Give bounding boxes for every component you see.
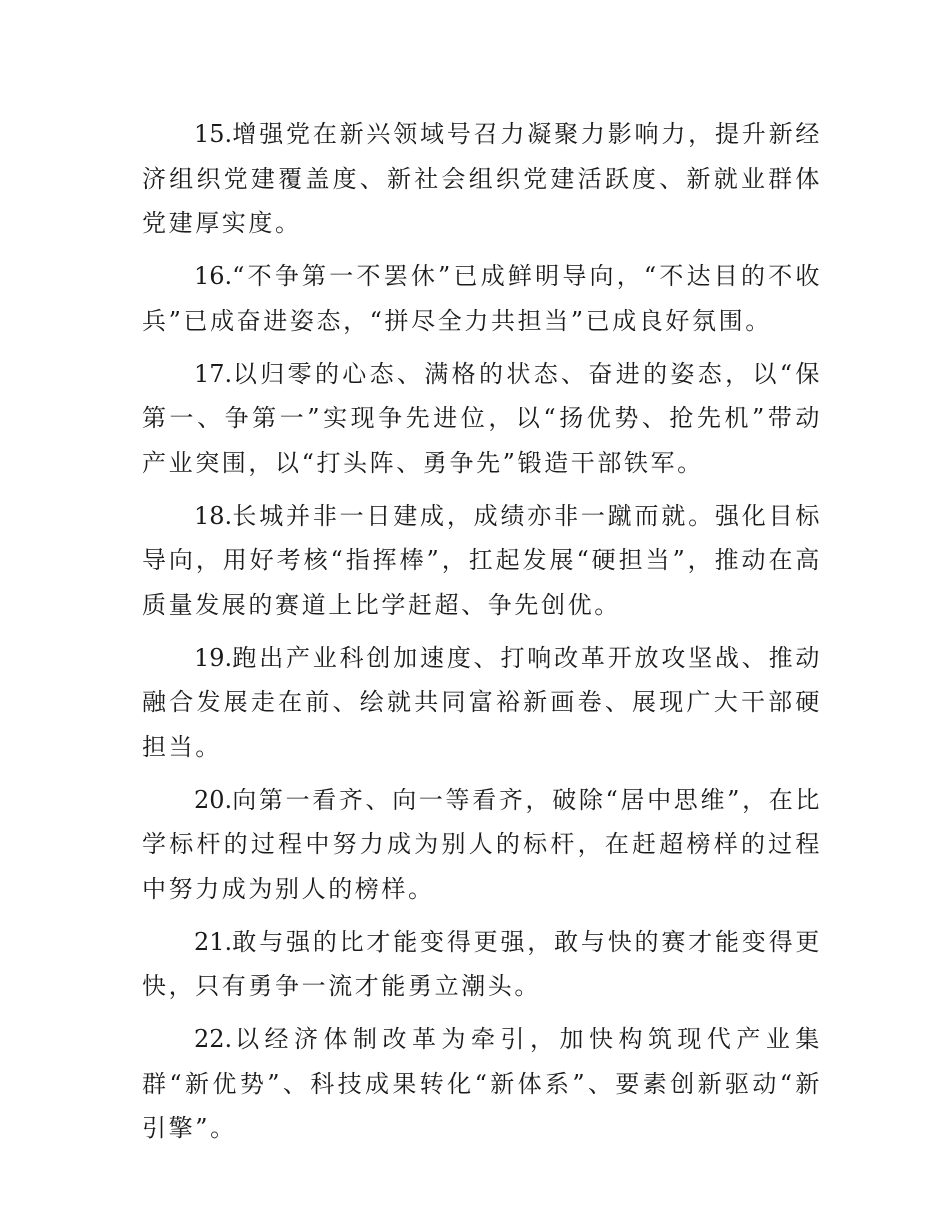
paragraph-text: 增强党在新兴领域号召力凝聚力影响力，提升新经济组织党建覆盖度、新社会组织党建活跃度、新就业群体党建厚实度。 <box>142 120 822 237</box>
paragraph-text: 敢与强的比才能变得更强，敢与快的赛才能变得更快，只有勇争一流才能勇立潮头。 <box>142 927 822 1000</box>
paragraph-text: “不争第一不罢休”已成鲜明导向，“不达目的不收兵”已成奋进姿态，“拼尽全力共担当”已成良好氛围。 <box>142 262 822 335</box>
paragraph-16 <box>142 254 822 343</box>
paragraph-number: 17. <box>194 359 233 388</box>
paragraph-21 <box>142 920 822 1009</box>
paragraph-15 <box>142 112 822 246</box>
document-body <box>142 112 822 1159</box>
paragraph-text: 向第一看齐、向一等看齐，破除“居中思维”，在比学标杆的过程中努力成为别人的标杆，在赶超榜样的过程中努力成为别人的榜样。 <box>142 785 822 903</box>
paragraph-22 <box>142 1017 822 1151</box>
paragraph-number: 18. <box>194 501 233 530</box>
paragraph-text: 以经济体制改革为牵引，加快构筑现代产业集群“新优势”、科技成果转化“新体系”、要素创新驱动“新引擎”。 <box>142 1025 822 1142</box>
paragraph-20 <box>142 778 822 912</box>
paragraph-19 <box>142 636 822 770</box>
paragraph-text: 以归零的心态、满格的状态、奋进的姿态，以“保第一、争第一”实现争先进位，以“扬优势、抢先机”带动产业突围，以“打头阵、勇争先”锻造干部铁军。 <box>142 359 822 477</box>
paragraph-text: 跑出产业科创加速度、打响改革开放攻坚战、推动融合发展走在前、绘就共同富裕新画卷、展现广大干部硬担当。 <box>142 643 822 761</box>
paragraph-17 <box>142 352 822 486</box>
paragraph-number: 19. <box>194 643 233 672</box>
paragraph-number: 20. <box>194 785 233 814</box>
paragraph-text: 长城并非一日建成，成绩亦非一蹴而就。强化目标导向，用好考核“指挥棒”，扛起发展“硬担当”，推动在高质量发展的赛道上比学赶超、争先创优。 <box>142 501 822 619</box>
paragraph-number: 15. <box>194 120 233 148</box>
paragraph-number: 21. <box>194 927 233 956</box>
paragraph-18 <box>142 494 822 628</box>
paragraph-number: 16. <box>194 262 233 290</box>
paragraph-number: 22. <box>194 1025 233 1053</box>
